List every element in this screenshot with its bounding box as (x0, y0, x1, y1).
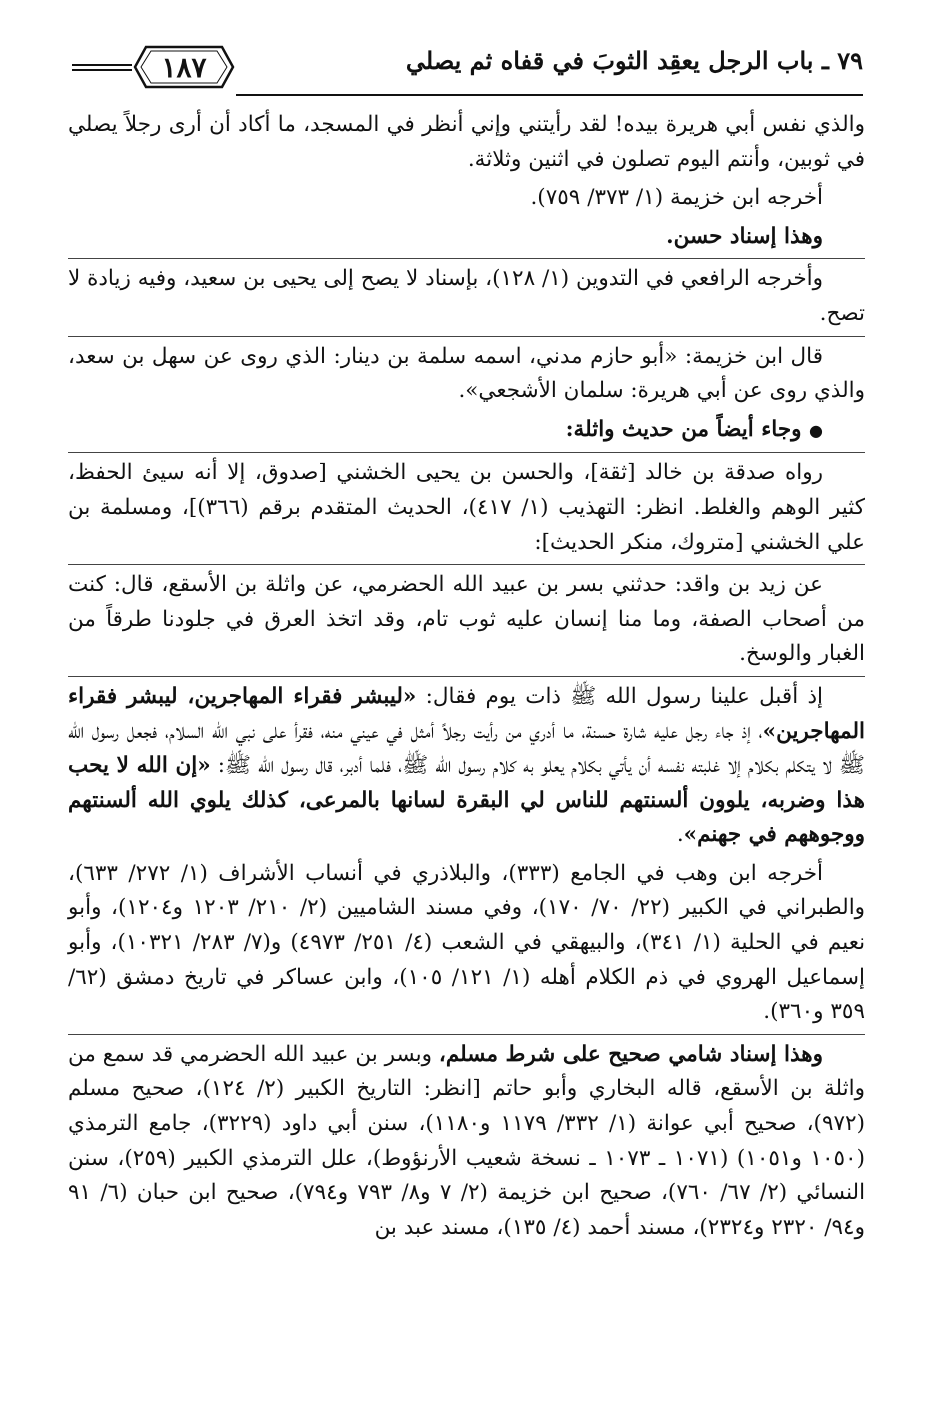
paragraph: وأخرجه الرافعي في التدوين (١/ ١٢٨)، بإسناد لا يصح إلى يحيى بن سعيد، وفيه زيادة لا تصح. (68, 258, 865, 331)
text-run-bold: وهذا إسناد شامي صحيح على شرط مسلم، (438, 1041, 824, 1067)
circle-bullet-icon: ● (809, 420, 823, 440)
text-run: ، إذ جاء رجل عليه شارة حسنة، ما أدري من رأيت رجلاً أمثل في عيني منه، فقرأ على نبي الله السلام، فجعل رسول الله ﷺ لا يتكلم بكلام إلا غلبته نفسه أن يأتي بكلام يعلو به كلام رسول الله ﷺ، فلما أدبر، قال رسول الله ﷺ: (68, 718, 866, 779)
paragraph: والذي نفس أبي هريرة بيده! لقد رأيتني وإني أنظر في المسجد، ما أكاد أن أرى رجلاً يصلي في ثوبين، وأنتم اليوم تصلون في اثنين وثلاثة. (68, 112, 865, 172)
text-run: وبسر بن عبيد الله الحضرمي قد سمع من واثلة بن الأسقع، قاله البخاري وأبو حاتم [انظر: التاريخ الكبير (٢/ ١٢٤)، صحيح مسلم (٩٧٢)، صحيح أبي عوانة (١/ ٣٣٢/ ١١٧٩ و١١٨٠)، سنن أبي داود (٣٢٢٩)، جامع الترمذي (١٠٥٠ و١٠٥١) (١٠٧١ ـ ١٠٧٣ ـ نسخة شعيب الأرنؤوط)، علل الترمذي الكبير (٢٥٩)، سنن النسائي (٢/ ٦٧/ ٧٦٠)، صحيح ابن خزيمة (٢/ ٧ و٨/ ٧٩٣ و٧٩٤)، صحيح ابن حبان (٦/ ٩١ و٩٤/ ٢٣٢٠ و٢٣٢٤)، مسند أحمد (٤/ ١٣٥)، مسند عبد بن (68, 1041, 866, 1240)
page-header (72, 40, 863, 100)
paragraph: أخرجه ابن وهب في الجامع (٣٣٣)، والبلاذري في أنساب الأشراف (١/ ٢٧٢/ ٦٣٣)، والطبراني في الكبير (٢٢/ ٧٠/ ١٧٠)، وفي مسند الشاميين (٢/ ٢١٠/ ١٢٠٣ و١٢٠٤)، وأبو نعيم في الحلية (١/ ٣٤١)، والبيهقي في الشعب (٤/ ٢٥١/ ٤٩٧٣) و(٧/ ٢٨٣/ ١٠٣٢١)، وأبو إسماعيل الهروي في ذم الكلام أهله (١/ ١٢١/ ١٠٥)، وابن عساكر في تاريخ دمشق (٦٢/ ٣٥٩ و٣٦٠). (68, 860, 866, 1025)
paragraph (68, 1034, 865, 1246)
page-number: ١٨٧ (161, 50, 207, 84)
chapter-title: ٧٩ ـ باب الرجل يعقِد الثوبَ في قفاه ثم يصلي (405, 46, 863, 75)
section-heading-text: وجاء أيضاً من حديث واثلة: (565, 416, 802, 442)
page-number-frame (132, 44, 236, 90)
section-heading (68, 413, 865, 449)
paragraph: رواه صدقة بن خالد [ثقة]، والحسن بن يحيى الخشني [صدوق، إلا أنه سيئ الحفظ، كثير الوهم والغلط. انظر: التهذيب (١/ ٤١٧)، الحديث المتقدم برقم (٣٦٦)]، ومسلمة بن علي الخشني [متروك، منكر الحديث]: (68, 452, 865, 560)
header-rule-left (72, 64, 132, 71)
page-body (68, 108, 865, 1249)
text-run: . (676, 822, 684, 848)
header-rule (236, 94, 863, 96)
paragraph: أخرجه ابن خزيمة (١/ ٣٧٣/ ٧٥٩). (530, 185, 823, 211)
text-run: إذ أقبل علينا رسول الله ﷺ ذات يوم فقال: (425, 683, 823, 709)
paragraph: وهذا إسناد حسن. (666, 223, 823, 249)
quote-bold: «ليبشر فقراء المهاجرين، ليبشر فقراء المهاجرين» (68, 683, 865, 744)
paragraph: قال ابن خزيمة: «أبو حازم مدني، اسمه سلمة بن دينار: الذي روى عن سهل بن سعد، والذي روى عن أبي هريرة: سلمان الأشجعي». (68, 336, 865, 409)
paragraph (68, 676, 865, 853)
paragraph: عن زيد بن واقد: حدثني بسر بن عبيد الله الحضرمي، عن واثلة بن الأسقع، قال: كنت من أصحاب الصفة، وما منا إنسان عليه ثوب تام، وقد اتخذ العرق في جلودنا طرقاً من الغبار والوسخ. (68, 564, 865, 672)
quote-bold: «إن الله لا يحب هذا وضربه، يلوون ألسنتهم للناس لي البقرة لسانها بالمرعى، كذلك يلوي الله ألسنتهم ووجوههم في جهنم» (68, 753, 865, 848)
